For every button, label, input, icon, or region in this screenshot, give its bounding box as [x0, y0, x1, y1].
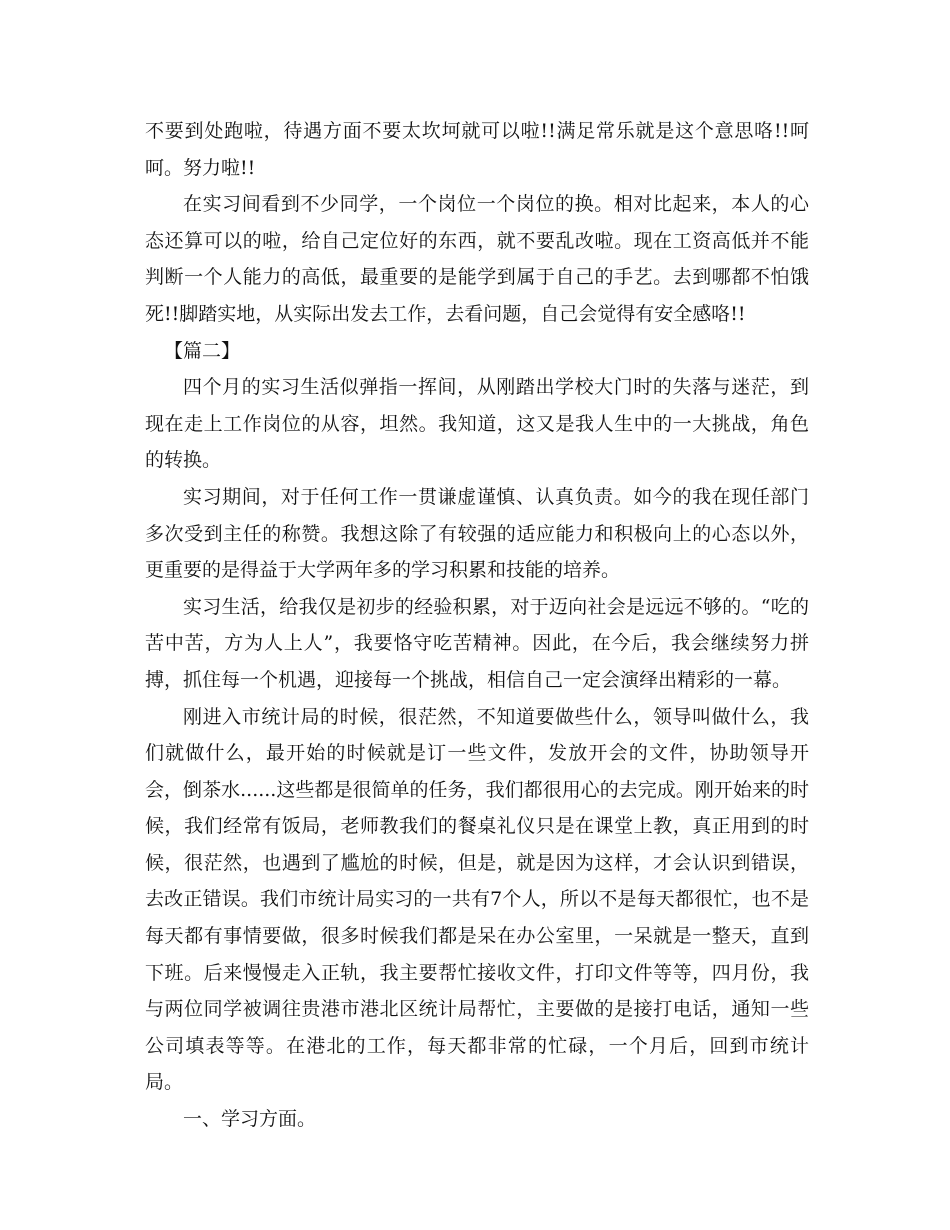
paragraph-internship-period: 实习期间，对于任何工作一贯谦虚谨慎、认真负责。如今的我在现任部门多次受到主任的称赞。我想这除了有较强的适应能力和积极向上的心态以外，更重要的是得益于大学两年多的学习积累和技能的培养。 [145, 485, 809, 582]
paragraph-four-months: 四个月的实习生活似弹指一挥间，从刚踏出学校大门时的失落与迷茫，到现在走上工作岗位的从容，坦然。我知道，这又是我人生中的一大挑战，角色的转换。 [145, 376, 809, 472]
paragraph-continuation: 不要到处跑啦，待遇方面不要太坎坷就可以啦!!满足常乐就是这个意思咯!!呵呵。努力啦!! [145, 120, 809, 179]
section-heading-part-two: 【篇二】 [164, 339, 241, 362]
paragraph-statistics-bureau: 刚进入市统计局的时候，很茫然，不知道要做些什么，领导叫做什么，我们就做什么，最开始的时候就是订一些文件，发放开会的文件，协助领导开会，倒茶水......这些都是很简单的任务，我们都很用心的去完成。刚开始来的时候，我们经常有饭局，老师教我们的餐桌礼仪只是在课堂上教，真正用到的时候，很茫然，也遇到了尴尬的时候，但是，就是因为这样，才会认识到错误，去改正错误。我们市统计局实习的一共有7个人，所以不是每天都很忙，也不是每天都有事情要做，很多时候我们都是呆在办公室里，一呆就是一整天，直到下班。后来慢慢走入正轨，我主要帮忙接收文件，打印文件等等，四月份，我与两位同学被调往贵港市港北区统计局帮忙，主要做的是接打电话，通知一些公司填表等等。在港北的工作，每天都非常的忙碌，一个月后，回到市统计局。 [145, 705, 809, 1094]
document-body [145, 113, 809, 1138]
paragraph-internship-life: 实习生活，给我仅是初步的经验积累，对于迈向社会是远远不够的。“吃的苦中苦，方为人上人”，我要恪守吃苦精神。因此，在今后，我会继续努力拼搏，抓住每一个机遇，迎接每一个挑战，相信自己一定会演绎出精彩的一幕。 [145, 595, 809, 691]
paragraph-internship-attitude: 在实习间看到不少同学，一个岗位一个岗位的换。相对比起来，本人的心态还算可以的啦，给自己定位好的东西，就不要乱改啦。现在工资高低并不能判断一个人能力的高低，最重要的是能学到属于自己的手艺。去到哪都不怕饿死!!脚踏实地，从实际出发去工作，去看问题，自己会觉得有安全感咯!! [145, 193, 809, 325]
paragraph-study-aspect: 一、学习方面。 [183, 1108, 317, 1131]
